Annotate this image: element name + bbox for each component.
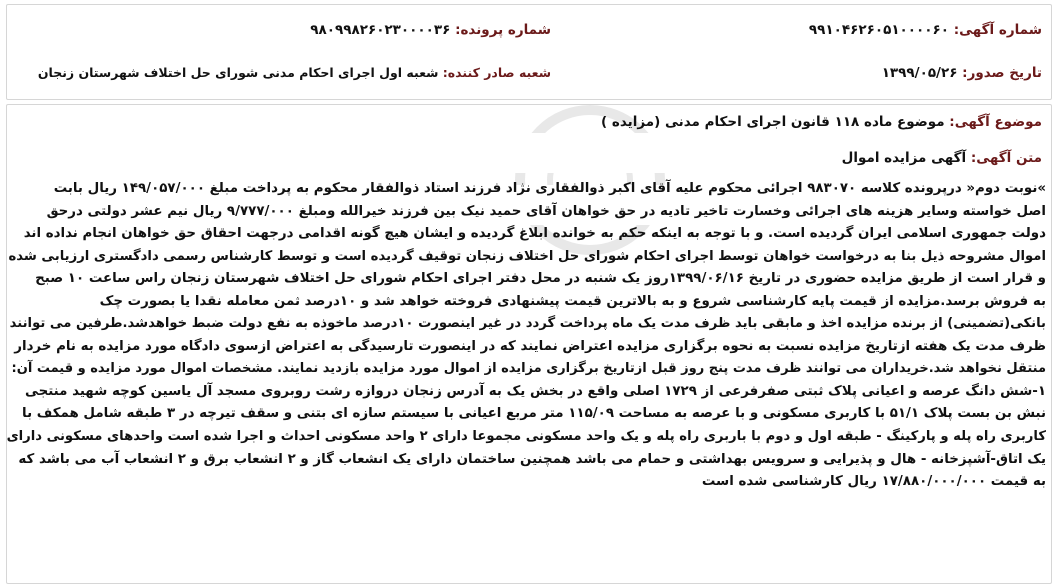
body-line: به فروش برسد.مزایده از قیمت پایه کارشناسی شروع و به بالاترین قیمت پیشنهادی فروخته خواهد شد و ۱۰درصد ثمن معامله نقدا یا بصورت چک (99, 293, 1046, 309)
notice-body (6, 178, 1046, 494)
notice-number-value: ۹۹۱۰۴۶۲۶۰۵۱۰۰۰۰۶۰ (808, 22, 949, 38)
body-line: و قرار است از طریق مزایده حضوری در تاریخ ۱۳۹۹/۰۶/۱۶روز یک شنبه در محل دفتر اجرای احکام شورای حل اختلاف شهرستان زنجان راس ساعت ۱۰ صبح (35, 271, 1046, 287)
issuer-value: شعبه اول اجرای احکام مدنی شورای حل اختلاف شهرستان زنجان (37, 65, 439, 80)
issuer-label: شعبه صادر کننده: (442, 65, 551, 80)
body-line: ظرف مدت یک هفته ازتاریخ مزایده نسبت به نحوه برگزاری مزایده اعتراض نمایند که در اینصورت تارسیدگی به اعتراض ازسوی دادگاه مورد مزایده به نام خردار (14, 338, 1046, 354)
body-line: به قیمت ۱۷/۸۸۰/۰۰۰/۰۰۰ ریال کارشناسی شده است (701, 474, 1046, 490)
text-header (842, 150, 1042, 166)
body-line: منتقل نخواهد شد.خریداران می توانند ظرف مدت پنج روز قبل ازتاریخ برگزاری مزایده از اموال مورد مزایده بازدید نمایند. مشخصات اموال مورد مزایده و قیمت آن: (11, 361, 1046, 377)
notice-number (809, 22, 1042, 38)
notice-number-label: شماره آگهی: (953, 22, 1042, 38)
issuer (38, 65, 551, 80)
subject (601, 114, 1042, 130)
body-line: نبش بن بست پلاک ۵۱/۱ با کاربری مسکونی و با عرصه به مساحت ۱۱۵/۰۹ متر مربع اعیانی با سیستم سازه ای بتنی و سقف تیرچه در ۳ طبقه شامل همکف با (22, 406, 1046, 422)
body-line: یک اتاق-آشپزخانه - هال و پذیرایی و سرویس بهداشتی و حمام می باشد همچنین ساختمان دارای یک انشعاب گاز و ۲ انشعاب برق و ۲ انشعاب آب می باشد که (18, 451, 1046, 467)
case-number (310, 22, 551, 38)
subject-label: موضوع آگهی: (949, 114, 1042, 130)
header-frame (6, 4, 1052, 100)
subject-value: موضوع ماده ۱۱۸ قانون اجرای احکام مدنی (مزایده ) (601, 114, 945, 130)
issue-date-label: تاریخ صدور: (962, 65, 1042, 81)
issue-date-value: ۱۳۹۹/۰۵/۲۶ (881, 65, 958, 81)
case-number-label: شماره پرونده: (455, 22, 551, 38)
body-line: ۱-شش دانگ عرصه و اعیانی پلاک ثبتی صفرفرعی از ۱۷۲۹ اصلی واقع در بخش یک به آدرس زنجان دروازه رشت روبروی مسجد آل یاسین کوچه شهید منتجی (25, 383, 1046, 399)
text-header-value: آگهی مزایده اموال (841, 150, 967, 166)
body-line: اموال مشروحه ذیل بنا به درخواست خواهان توسط اجرای احکام شورای حل اختلاف زنجان توقیف گردیده است و توسط کارشناس رسمی دادگستری ارزیابی شده (8, 248, 1046, 264)
issue-date (882, 65, 1042, 81)
body-line: بانکی(تضمینی) از برنده مزایده اخذ و مابقی باید ظرف مدت یک ماه پرداخت گردد در غیر اینصورت ۱۰درصد ماخوذه به نفع دولت ضبط خواهدشد.طرفین می توانند (9, 316, 1046, 332)
case-number-value: ۹۸۰۹۹۸۲۶۰۲۳۰۰۰۰۳۶ (310, 22, 451, 38)
text-header-label: متن آگهی: (970, 150, 1042, 166)
body-line: دولت جمهوری اسلامی ایران گردیده است. و با توجه به اینکه حکم به خوانده ابلاغ گردیده و ایشان هیچ گونه اقدامی درجهت احقاق حق خواهان انجام نداده اند (23, 226, 1046, 242)
body-line: اصل خواسته وسایر هزینه های اجرائی وخسارت تاخیر تادیه در حق خواهان آقای حمید نیک بین فرزند خیرالله ومبلغ ۹/۷۷۷/۰۰۰ ریال نیم عشر دولتی درحق (46, 203, 1046, 219)
body-line: »نوبت دوم« درپرونده کلاسه ۹۸۳۰۷۰ اجرائی محکوم علیه آقای اکبر ذوالفقاری نژاد فرزند استاد ذوالفقار محکوم به پرداخت مبلغ ۱۴۹/۰۵۷/۰۰۰ ریال بابت (53, 181, 1046, 196)
body-line: کاربری راه پله و پارکینگ - طبقه اول و دوم با باربری راه پله و یک واحد مسکونی مجموعا دارای ۲ واحد مسکونی احداث و اجرا شده است واحدهای مسکونی دارای (6, 429, 1046, 445)
